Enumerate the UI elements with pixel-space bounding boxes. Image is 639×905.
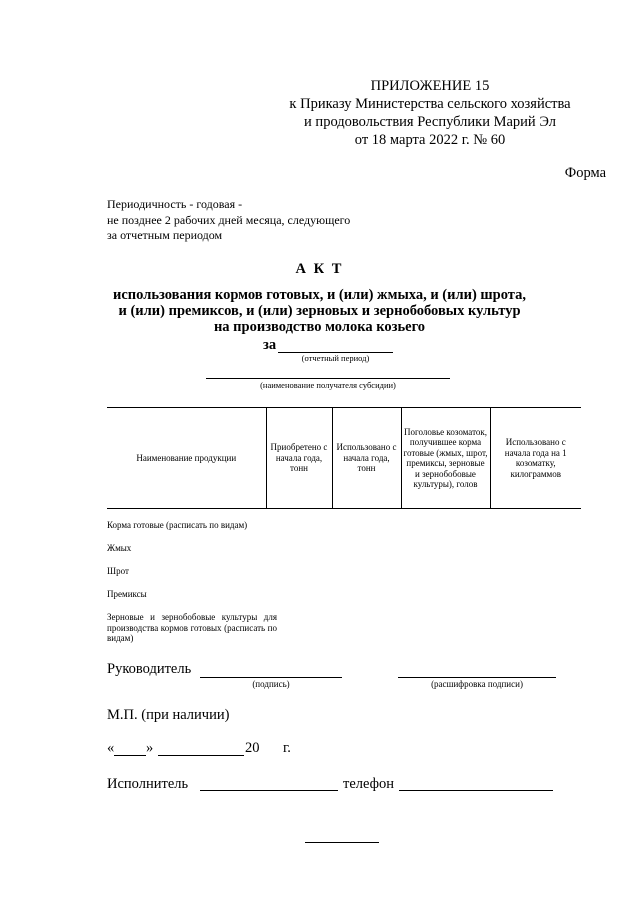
act-subtitle-line-3: на производство молока козьего: [213, 319, 426, 335]
table-row: Зерновые и зернобобовые культуры для производства кормов готовых (расписать по видам): [107, 612, 277, 643]
signature-hint: (подпись): [252, 679, 290, 689]
stamp-label: М.П. (при наличии): [107, 707, 230, 723]
act-subtitle-line-2: и (или) премиксов, и (или) зерновых и зернобобовых культур: [118, 303, 521, 319]
col-header-purchased: Приобретено с начала года, тонн: [266, 408, 332, 509]
periodicity-line-1: Периодичность - годовая -: [107, 197, 243, 211]
date-open-quote: «: [107, 740, 115, 756]
appendix-block: [250, 77, 610, 149]
form-label: Форма: [564, 165, 606, 181]
head-decoding-field[interactable]: [398, 663, 556, 678]
appendix-order: к Приказу Министерства сельского хозяйства: [289, 96, 571, 112]
appendix-number: ПРИЛОЖЕНИЕ 15: [370, 78, 490, 94]
appendix-ministry: и продовольствия Республики Марий Эл: [304, 114, 556, 130]
date-close-quote: »: [146, 740, 154, 756]
date-day-field[interactable]: [114, 741, 146, 756]
usage-table: [107, 407, 581, 509]
year-prefix: 20: [245, 740, 260, 756]
period-prefix: за: [263, 337, 277, 353]
table-row: Корма готовые (расписать по видам): [107, 520, 248, 530]
period-field[interactable]: [278, 336, 393, 353]
head-label: Руководитель: [107, 661, 192, 677]
periodicity-line-2: не позднее 2 рабочих дней месяца, следующего: [107, 212, 351, 227]
phone-field[interactable]: [399, 776, 553, 791]
col-header-livestock: Поголовье козоматок, получившее корма готовые (жмых, шрот, премиксы, зерновые и зернобобовые культуры), голов: [401, 408, 490, 509]
end-divider: [305, 842, 379, 843]
phone-label: телефон: [343, 776, 395, 792]
act-subtitle: [0, 287, 639, 335]
act-title: А К Т: [295, 261, 344, 277]
act-subtitle-line-1: использования кормов готовых, и (или) жмыха, и (или) шрота,: [113, 287, 526, 303]
product-rows: [107, 520, 277, 656]
executor-label: Исполнитель: [107, 776, 189, 792]
recipient-hint: (наименование получателя субсидии): [260, 380, 396, 390]
executor-field[interactable]: [200, 776, 338, 791]
date-month-field[interactable]: [158, 741, 244, 756]
recipient-field[interactable]: [206, 366, 450, 379]
year-suffix: г.: [283, 740, 291, 756]
col-header-used: Использовано с начала года, тонн: [332, 408, 401, 509]
table-header-row: [107, 408, 581, 509]
periodicity-block: [107, 197, 350, 244]
periodicity-line-3: за отчетным периодом: [107, 228, 223, 242]
table-row: Жмых: [107, 543, 132, 553]
table-row: Шрот: [107, 566, 129, 576]
head-signature-field[interactable]: [200, 663, 342, 678]
period-hint: (отчетный период): [301, 353, 370, 363]
table-row: Премиксы: [107, 589, 147, 599]
col-header-per-goat: Использовано с начала года на 1 козоматку, килограммов: [490, 408, 581, 509]
decoding-hint: (расшифровка подписи): [431, 679, 523, 689]
col-header-product: Наименование продукции: [136, 452, 237, 463]
appendix-date: от 18 марта 2022 г. № 60: [354, 132, 506, 148]
date-year-field[interactable]: [261, 741, 277, 755]
